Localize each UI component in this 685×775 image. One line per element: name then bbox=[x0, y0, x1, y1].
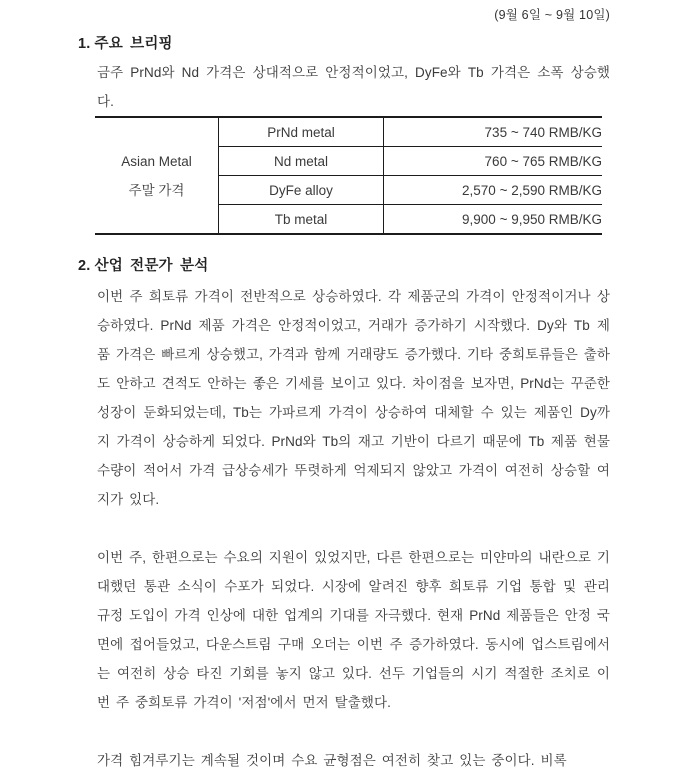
product-cell: DyFe alloy bbox=[219, 176, 384, 205]
section1-title: 주요 브리핑 bbox=[94, 36, 173, 52]
table-row-header bbox=[95, 117, 219, 234]
section2-heading bbox=[78, 256, 685, 276]
price-cell: 2,570 ~ 2,590 RMB/KG bbox=[384, 176, 603, 205]
section2-paragraph-3: 가격 힘겨루기는 계속될 것이며 수요 균형점은 여전히 찾고 있는 중이다. 비록 bbox=[97, 753, 567, 768]
section2-paragraph-1: 이번 주 희토류 가격이 전반적으로 상승하였다. 각 제품군의 가격이 안정적이거나 상승하였다. PrNd 제품 가격은 안정적이었고, 거래가 증가하기 시작했다. Dy와 Tb 제품 가격은 빠르게 상승했고, 가격과 함께 거래량도 증가했다. 기타 중희토류들은 출하도 안하고 견적도 안하는 좋은 기세를 보이고 있다. 차이점을 보자면, PrNd는 꾸준한 성장이 둔화되었는데, Tb는 가파르게 가격이 상승하여 대체할 수 있는 제품인 Dy까지 가격이 상승하게 되었다. PrNd와 Tb의 재고 기반이 다르기 때문에 Tb 제품 현물 수량이 적어서 가격 급상승세가 뚜렷하게 억제되지 않았고 가격이 여전히 상승할 여지가 있다. bbox=[97, 289, 611, 507]
report-date-range: (9월 6일 ~ 9월 10일) bbox=[494, 8, 610, 22]
section1-paragraph: 금주 PrNd와 Nd 가격은 상대적으로 안정적이었고, DyFe와 Tb 가격은 소폭 상승했다. bbox=[97, 65, 610, 109]
product-cell: PrNd metal bbox=[219, 117, 384, 147]
product-cell: Tb metal bbox=[219, 205, 384, 235]
table-row-header-line1: Asian Metal bbox=[121, 153, 192, 169]
product-cell: Nd metal bbox=[219, 147, 384, 176]
section2-title: 산업 전문가 분석 bbox=[94, 258, 209, 274]
price-table bbox=[95, 116, 602, 235]
price-cell: 735 ~ 740 RMB/KG bbox=[484, 124, 602, 140]
table-row bbox=[95, 117, 602, 147]
section1-heading bbox=[78, 34, 685, 54]
section2-paragraph-2: 이번 주, 한편으로는 수요의 지원이 있었지만, 다른 한편으로는 미얀마의 내란으로 기대했던 통관 소식이 수포가 되었다. 시장에 알려진 향후 희토류 기업 통합 및 관리 규정 도입이 가격 인상에 대한 업계의 기대를 자극했다. 현재 PrNd 제품들은 안정 국면에 접어들었고, 다운스트림 구매 오더는 이번 주 증가하였다. 동시에 업스트림에서는 여전히 상승 타진 기회를 놓지 않고 있다. 선두 기업들의 시기 적절한 조치로 이번 주 중희토류 가격이 '저점'에서 먼저 탈출했다. bbox=[97, 550, 611, 710]
price-cell: 9,900 ~ 9,950 RMB/KG bbox=[384, 205, 603, 235]
table-row-header-line2: 주말 가격 bbox=[128, 182, 185, 198]
price-cell: 760 ~ 765 RMB/KG bbox=[384, 147, 603, 176]
section2-number: 2. bbox=[78, 258, 91, 274]
section1-number: 1. bbox=[78, 36, 91, 52]
